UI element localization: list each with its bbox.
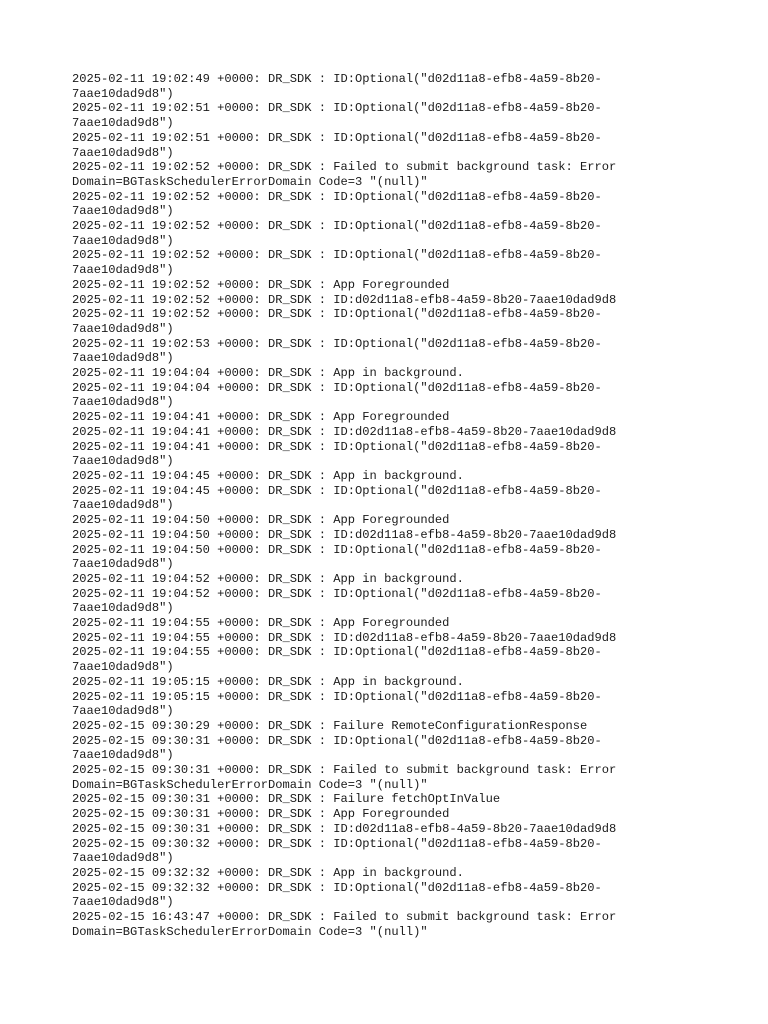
log-entry: 2025-02-11 19:04:04 +0000: DR_SDK : App in background.	[72, 366, 464, 381]
log-entry: 2025-02-11 19:04:41 +0000: DR_SDK : ID:d02d11a8-efb8-4a59-8b20-7aae10dad9d8	[72, 424, 617, 439]
log-entry: 2025-02-11 19:02:52 +0000: DR_SDK : ID:Optional("d02d11a8-efb8-4a59-8b20- 7aae10dad9d8")	[72, 248, 602, 278]
log-entry: 2025-02-11 19:05:15 +0000: DR_SDK : App in background.	[72, 674, 464, 689]
log-entry: 2025-02-15 16:43:47 +0000: DR_SDK : Failed to submit background task: Error Domain=BGTaskSchedulerErrorDomain Code=3 "(null)"	[72, 910, 617, 939]
log-entry: 2025-02-11 19:02:52 +0000: DR_SDK : ID:Optional("d02d11a8-efb8-4a59-8b20- 7aae10dad9d8")	[72, 307, 602, 336]
log-entry: 2025-02-15 09:32:32 +0000: DR_SDK : ID:Optional("d02d11a8-efb8-4a59-8b20- 7aae10dad9d8")	[72, 880, 602, 910]
log-entry: 2025-02-15 09:32:32 +0000: DR_SDK : App in background.	[72, 865, 464, 880]
log-entry: 2025-02-11 19:02:51 +0000: DR_SDK : ID:Optional("d02d11a8-efb8-4a59-8b20- 7aae10dad9d8")	[72, 130, 602, 160]
log-output	[72, 72, 752, 939]
log-entry: 2025-02-11 19:05:15 +0000: DR_SDK : ID:Optional("d02d11a8-efb8-4a59-8b20- 7aae10dad9d8")	[72, 689, 602, 719]
log-entry: 2025-02-11 19:04:04 +0000: DR_SDK : ID:Optional("d02d11a8-efb8-4a59-8b20- 7aae10dad9d8")	[72, 380, 602, 410]
document-page	[72, 72, 752, 939]
log-entry: 2025-02-11 19:02:52 +0000: DR_SDK : ID:Optional("d02d11a8-efb8-4a59-8b20- 7aae10dad9d8")	[72, 189, 602, 219]
log-entry: 2025-02-11 19:02:53 +0000: DR_SDK : ID:Optional("d02d11a8-efb8-4a59-8b20- 7aae10dad9d8")	[72, 336, 602, 366]
log-entry: 2025-02-11 19:04:45 +0000: DR_SDK : App in background.	[72, 468, 464, 483]
log-entry: 2025-02-15 09:30:31 +0000: DR_SDK : Failed to submit background task: Error Domain=BGTaskSchedulerErrorDomain Code=3 "(null)"	[72, 763, 617, 792]
log-entry: 2025-02-15 09:30:32 +0000: DR_SDK : ID:Optional("d02d11a8-efb8-4a59-8b20- 7aae10dad9d8")	[72, 836, 602, 866]
log-entry: 2025-02-11 19:04:50 +0000: DR_SDK : ID:Optional("d02d11a8-efb8-4a59-8b20- 7aae10dad9d8")	[72, 542, 602, 572]
log-entry: 2025-02-15 09:30:31 +0000: DR_SDK : Failure fetchOptInValue	[72, 792, 501, 807]
log-entry: 2025-02-11 19:04:50 +0000: DR_SDK : ID:d02d11a8-efb8-4a59-8b20-7aae10dad9d8	[72, 527, 617, 542]
log-entry: 2025-02-11 19:04:55 +0000: DR_SDK : ID:d02d11a8-efb8-4a59-8b20-7aae10dad9d8	[72, 630, 617, 645]
log-entry: 2025-02-11 19:04:50 +0000: DR_SDK : App Foregrounded	[72, 513, 450, 528]
log-entry: 2025-02-11 19:04:52 +0000: DR_SDK : ID:Optional("d02d11a8-efb8-4a59-8b20- 7aae10dad9d8")	[72, 586, 602, 616]
log-entry: 2025-02-11 19:02:49 +0000: DR_SDK : ID:Optional("d02d11a8-efb8-4a59-8b20- 7aae10dad9d8")	[72, 72, 602, 101]
log-entry: 2025-02-11 19:02:52 +0000: DR_SDK : App Foregrounded	[72, 277, 450, 292]
log-entry: 2025-02-11 19:04:45 +0000: DR_SDK : ID:Optional("d02d11a8-efb8-4a59-8b20- 7aae10dad9d8")	[72, 483, 602, 513]
log-entry: 2025-02-11 19:04:55 +0000: DR_SDK : ID:Optional("d02d11a8-efb8-4a59-8b20- 7aae10dad9d8")	[72, 645, 602, 675]
log-entry: 2025-02-11 19:04:41 +0000: DR_SDK : ID:Optional("d02d11a8-efb8-4a59-8b20- 7aae10dad9d8")	[72, 439, 602, 469]
log-entry: 2025-02-11 19:02:51 +0000: DR_SDK : ID:Optional("d02d11a8-efb8-4a59-8b20- 7aae10dad9d8")	[72, 101, 602, 131]
log-entry: 2025-02-11 19:02:52 +0000: DR_SDK : Failed to submit background task: Error Domain=BGTaskSchedulerErrorDomain Code=3 "(null)"	[72, 160, 617, 189]
log-entry: 2025-02-11 19:02:52 +0000: DR_SDK : ID:d02d11a8-efb8-4a59-8b20-7aae10dad9d8	[72, 292, 617, 307]
log-entry: 2025-02-15 09:30:29 +0000: DR_SDK : Failure RemoteConfigurationResponse	[72, 718, 588, 733]
log-entry: 2025-02-11 19:04:55 +0000: DR_SDK : App Foregrounded	[72, 616, 450, 631]
log-entry: 2025-02-15 09:30:31 +0000: DR_SDK : ID:d02d11a8-efb8-4a59-8b20-7aae10dad9d8	[72, 821, 617, 836]
log-entry: 2025-02-15 09:30:31 +0000: DR_SDK : App Foregrounded	[72, 807, 450, 822]
log-entry: 2025-02-11 19:04:41 +0000: DR_SDK : App Foregrounded	[72, 410, 450, 425]
log-entry: 2025-02-11 19:04:52 +0000: DR_SDK : App in background.	[72, 571, 464, 586]
log-entry: 2025-02-11 19:02:52 +0000: DR_SDK : ID:Optional("d02d11a8-efb8-4a59-8b20- 7aae10dad9d8")	[72, 219, 602, 248]
log-entry: 2025-02-15 09:30:31 +0000: DR_SDK : ID:Optional("d02d11a8-efb8-4a59-8b20- 7aae10dad9d8")	[72, 733, 602, 763]
